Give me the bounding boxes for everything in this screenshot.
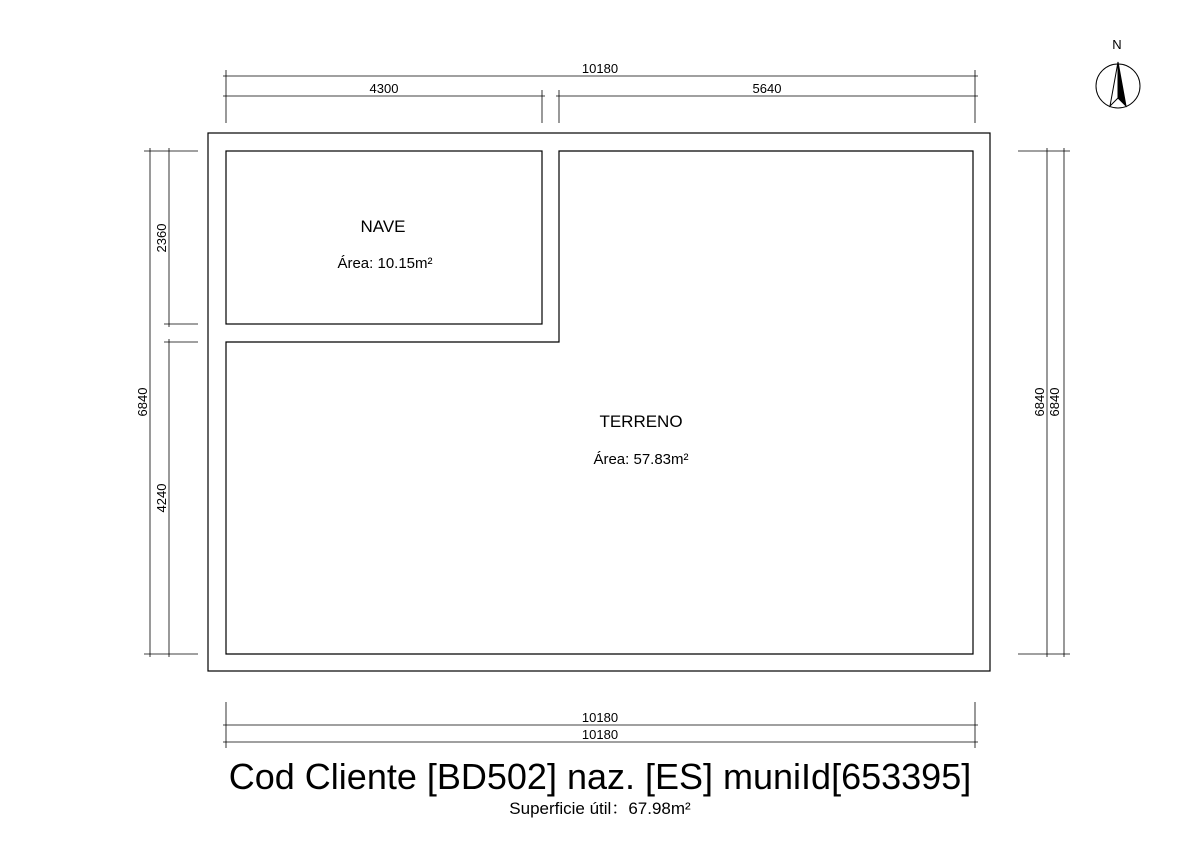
terreno-room-outline <box>226 151 973 654</box>
dim-left-upper: 2360 <box>154 223 169 253</box>
dim-right-outer: 6840 <box>1047 387 1062 417</box>
room-area-nave: Área: 10.15m² <box>337 255 433 272</box>
dim-top-right: 5640 <box>752 81 782 96</box>
outer-wall <box>208 133 990 671</box>
dim-bottom-2: 10180 <box>581 727 619 742</box>
dim-bottom-1: 10180 <box>581 710 619 725</box>
room-name-nave: NAVE <box>360 217 406 236</box>
nave-room-outline <box>226 151 542 324</box>
dim-top-left: 4300 <box>369 81 399 96</box>
room-name-terreno: TERRENO <box>599 412 683 431</box>
dim-right-inner: 6840 <box>1032 387 1047 417</box>
room-area-terreno: Área: 57.83m² <box>593 451 689 468</box>
north-label: N <box>1112 37 1122 52</box>
north-arrow-icon <box>1096 62 1140 108</box>
dim-left-lower: 4240 <box>154 483 169 513</box>
dim-top-total: 10180 <box>581 61 619 76</box>
dim-left-total: 6840 <box>135 387 150 417</box>
plan-title: Cod Cliente [BD502] naz. [ES] muniId[653395] <box>228 756 972 797</box>
walls <box>208 133 990 671</box>
top-dimension-lines <box>223 70 978 123</box>
plan-subtitle: Superficie útil：67.98m² <box>509 799 691 818</box>
left-dimension-lines <box>144 148 198 657</box>
